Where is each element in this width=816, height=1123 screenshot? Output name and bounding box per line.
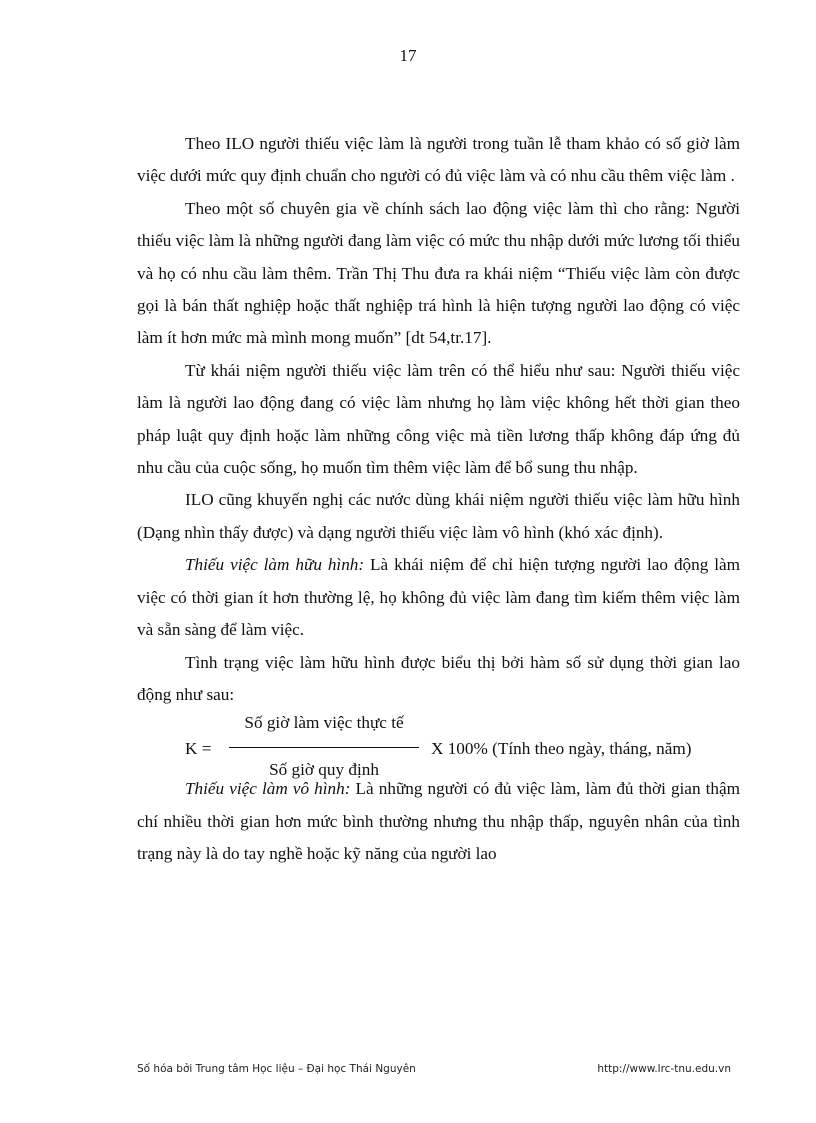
formula-multiplier: X 100% (Tính theo ngày, tháng, năm) [431, 739, 692, 759]
definition-invisible-underemployment: Là những người có đủ việc làm, làm đủ thời gian thậm chí nhiều thời gian hơn mức bình thường nhưng thu nhập thấp, nguyên nhân của tình trạng này là do tay nghề hoặc kỹ năng của người lao [137, 779, 740, 864]
term-invisible-underemployment: Thiếu việc làm vô hình: [185, 779, 351, 799]
paragraph-ilo-definition: Theo ILO người thiếu việc làm là người trong tuần lễ tham khảo có số giờ làm việc dưới mức quy định chuẩn cho người có đủ việc làm và có nhu cầu thêm việc làm . [137, 134, 740, 186]
fraction-bar [229, 747, 419, 748]
footer-source: Số hóa bởi Trung tâm Học liệu – Đại học Thái Nguyên [137, 1063, 416, 1075]
paragraph-visible-underemployment [137, 549, 740, 646]
footer-url: http://www.lrc-tnu.edu.vn [597, 1063, 731, 1075]
formula-denominator: Số giờ quy định [269, 760, 379, 780]
formula-lhs: K = [185, 739, 212, 759]
paragraph-understanding: Từ khái niệm người thiếu việc làm trên có thể hiểu như sau: Người thiếu việc làm là người lao động đang có việc làm nhưng họ làm việc không hết thời gian theo pháp luật quy định hoặc làm những công việc mà tiền lương thấp không đáp ứng đủ nhu cầu của cuộc sống, họ muốn tìm thêm việc làm để bổ sung thu nhập. [137, 360, 740, 478]
formula-numerator: Số giờ làm việc thực tế [244, 713, 404, 733]
formula-fraction [229, 711, 419, 782]
paragraph-formula-intro: Tình trạng việc làm hữu hình được biểu thị bởi hàm số sử dụng thời gian lao động như sau: [137, 652, 740, 704]
formula-k [137, 711, 740, 780]
document-body [137, 128, 740, 871]
term-visible-underemployment: Thiếu việc làm hữu hình: [185, 555, 365, 575]
paragraph-invisible-underemployment [137, 773, 740, 870]
page-number: 17 [399, 46, 417, 65]
paragraph-ilo-recommendation: ILO cũng khuyến nghị các nước dùng khái niệm người thiếu việc làm hữu hình (Dạng nhìn thấy được) và dạng người thiếu việc làm vô hình (khó xác định). [137, 490, 740, 542]
paragraph-expert-definition: Theo một số chuyên gia về chính sách lao động việc làm thì cho rằng: Người thiếu việc làm là những người đang làm việc có mức thu nhập dưới mức lương tối thiểu và họ có nhu cầu làm thêm. Trần Thị Thu đưa ra khái niệm “Thiếu việc làm còn được gọi là bán thất nghiệp hoặc thất nghiệp trá hình là hiện tượng người lao động có việc làm ít hơn mức mà mình mong muốn” [dt 54,tr.17]. [137, 198, 740, 348]
definition-visible-underemployment: Là khái niệm để chỉ hiện tượng người lao động làm việc có thời gian ít hơn thường lệ, họ không đủ việc làm đang tìm kiếm thêm việc làm và sẵn sàng để làm việc. [137, 555, 741, 640]
